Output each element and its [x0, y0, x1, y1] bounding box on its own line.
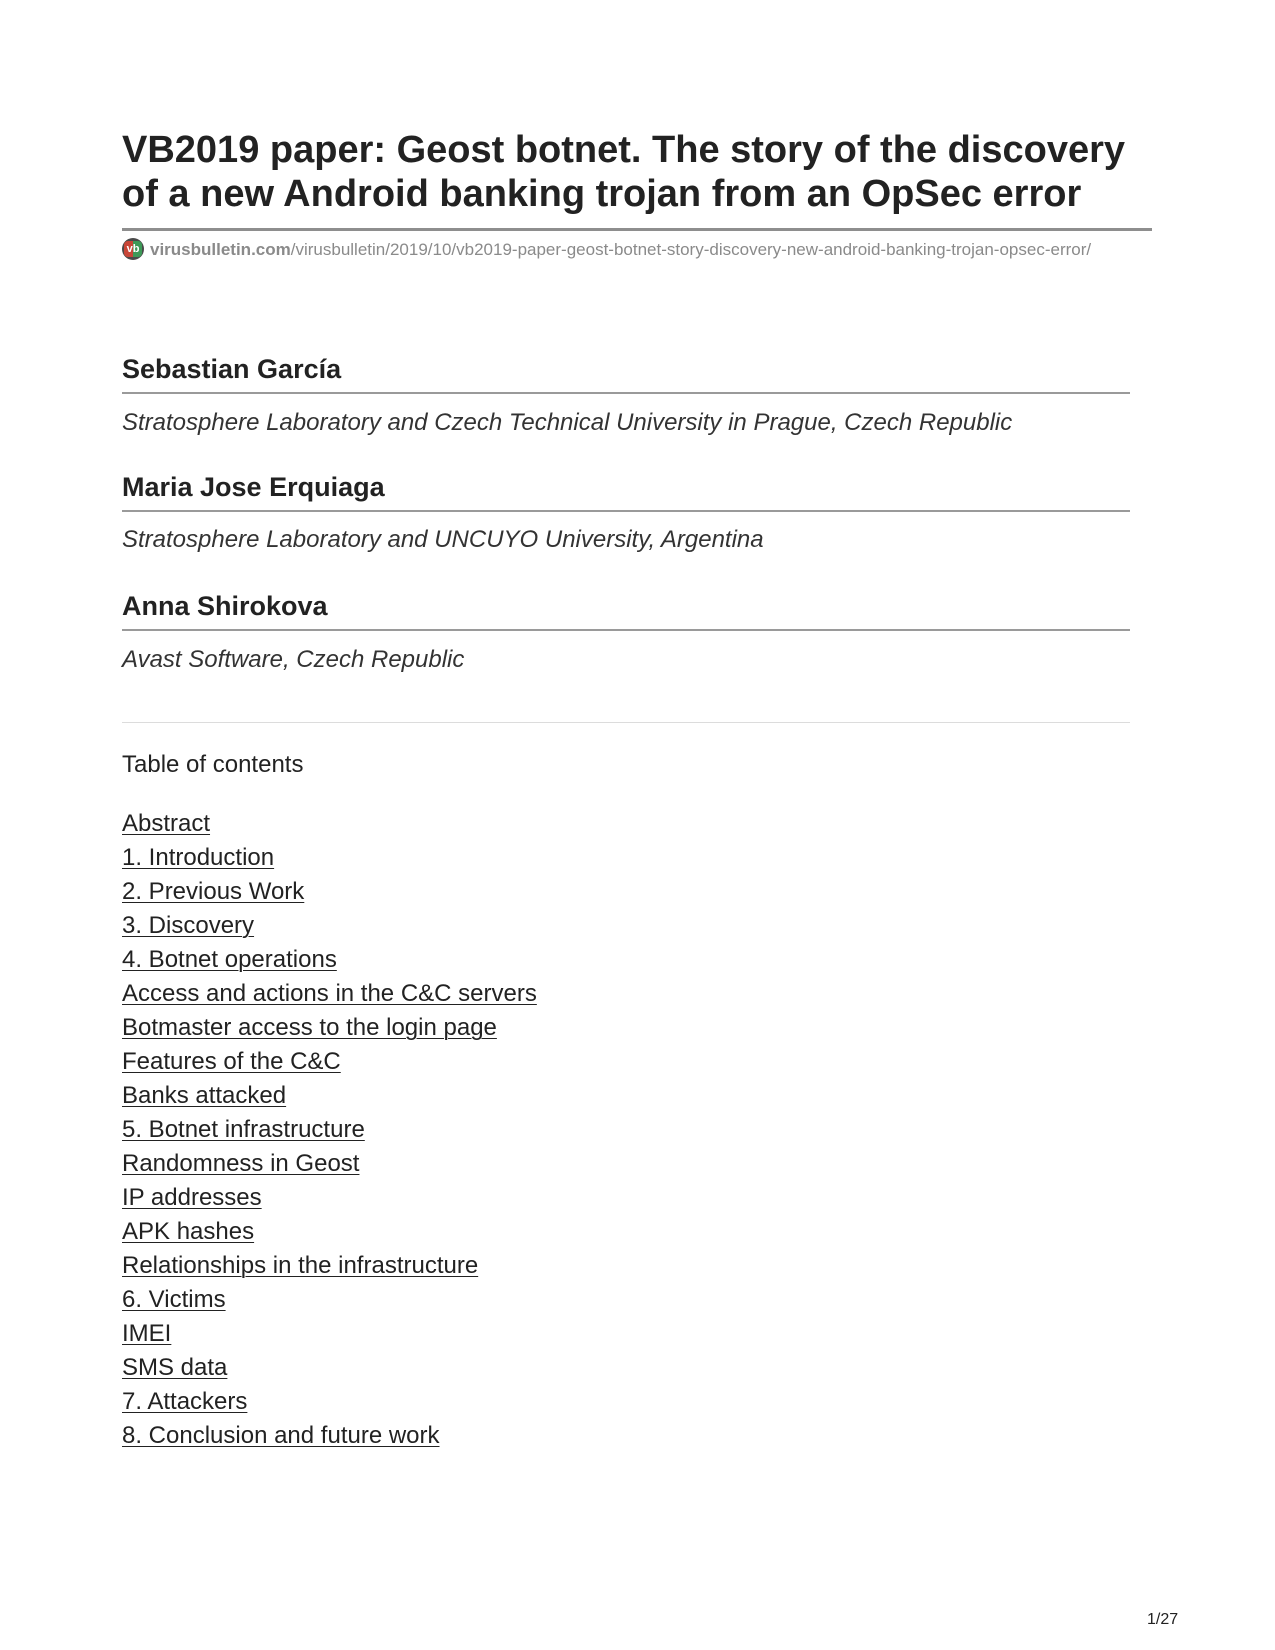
toc-link-victims[interactable]: 6. Victims: [122, 1286, 226, 1313]
toc-item: [122, 909, 537, 943]
toc-link-ip-addresses[interactable]: IP addresses: [122, 1184, 262, 1211]
source-url[interactable]: [122, 238, 1152, 262]
page-title: VB2019 paper: Geost botnet. The story of the discovery of a new Android banking trojan from an OpSec error: [122, 129, 1126, 215]
toc-item: [122, 1045, 537, 1079]
title-divider: [122, 228, 1152, 231]
section-divider: [122, 722, 1130, 723]
toc-heading: Table of contents: [122, 751, 304, 778]
toc-item: [122, 841, 537, 875]
toc-link-sms-data[interactable]: SMS data: [122, 1354, 228, 1381]
toc-link-relationships[interactable]: Relationships in the infrastructure: [122, 1252, 479, 1279]
toc-link-botnet-infrastructure[interactable]: 5. Botnet infrastructure: [122, 1116, 365, 1143]
toc-link-botmaster-access[interactable]: Botmaster access to the login page: [122, 1014, 497, 1041]
toc-item: [122, 977, 537, 1011]
author-divider: [122, 510, 1130, 512]
toc-link-abstract[interactable]: Abstract: [122, 810, 211, 837]
source-domain: virusbulletin.com: [150, 240, 291, 259]
author-affiliation: Stratosphere Laboratory and Czech Technical University in Prague, Czech Republic: [122, 409, 1013, 436]
author-name: Maria Jose Erquiaga: [122, 472, 385, 502]
toc-link-previous-work[interactable]: 2. Previous Work: [122, 878, 305, 905]
toc-item: [122, 1215, 537, 1249]
author-name: Sebastian García: [122, 354, 342, 384]
author-name: Anna Shirokova: [122, 591, 328, 621]
toc-item: [122, 875, 537, 909]
toc-list: [122, 807, 537, 1453]
toc-item: [122, 807, 537, 841]
toc-link-randomness[interactable]: Randomness in Geost: [122, 1150, 360, 1177]
toc-item: [122, 1283, 537, 1317]
author-divider: [122, 392, 1130, 394]
toc-link-attackers[interactable]: 7. Attackers: [122, 1388, 248, 1415]
author-affiliation: Stratosphere Laboratory and UNCUYO University, Argentina: [122, 526, 764, 553]
toc-item: [122, 1249, 537, 1283]
toc-link-imei[interactable]: IMEI: [122, 1320, 172, 1347]
virusbulletin-logo-icon: vb: [122, 238, 144, 260]
toc-item: [122, 1147, 537, 1181]
toc-item: [122, 1113, 537, 1147]
toc-item: [122, 943, 537, 977]
toc-link-discovery[interactable]: 3. Discovery: [122, 912, 255, 939]
author-affiliation: Avast Software, Czech Republic: [122, 646, 465, 673]
toc-item: [122, 1351, 537, 1385]
toc-item: [122, 1181, 537, 1215]
toc-item: [122, 1317, 537, 1351]
toc-item: [122, 1079, 537, 1113]
toc-link-access-actions[interactable]: Access and actions in the C&C servers: [122, 980, 537, 1007]
toc-item: [122, 1419, 537, 1453]
toc-link-botnet-operations[interactable]: 4. Botnet operations: [122, 946, 337, 973]
source-path: /virusbulletin/2019/10/vb2019-paper-geost-botnet-story-discovery-new-android-banking-trojan-opsec-error/: [290, 240, 1092, 259]
toc-link-features-cc[interactable]: Features of the C&C: [122, 1048, 341, 1075]
toc-link-conclusion[interactable]: 8. Conclusion and future work: [122, 1422, 440, 1449]
toc-item: [122, 1385, 537, 1419]
toc-item: [122, 1011, 537, 1045]
author-divider: [122, 629, 1130, 631]
toc-link-introduction[interactable]: 1. Introduction: [122, 844, 275, 871]
toc-link-apk-hashes[interactable]: APK hashes: [122, 1218, 255, 1245]
page-number: 1/27: [1147, 1611, 1179, 1628]
toc-link-banks-attacked[interactable]: Banks attacked: [122, 1082, 287, 1109]
